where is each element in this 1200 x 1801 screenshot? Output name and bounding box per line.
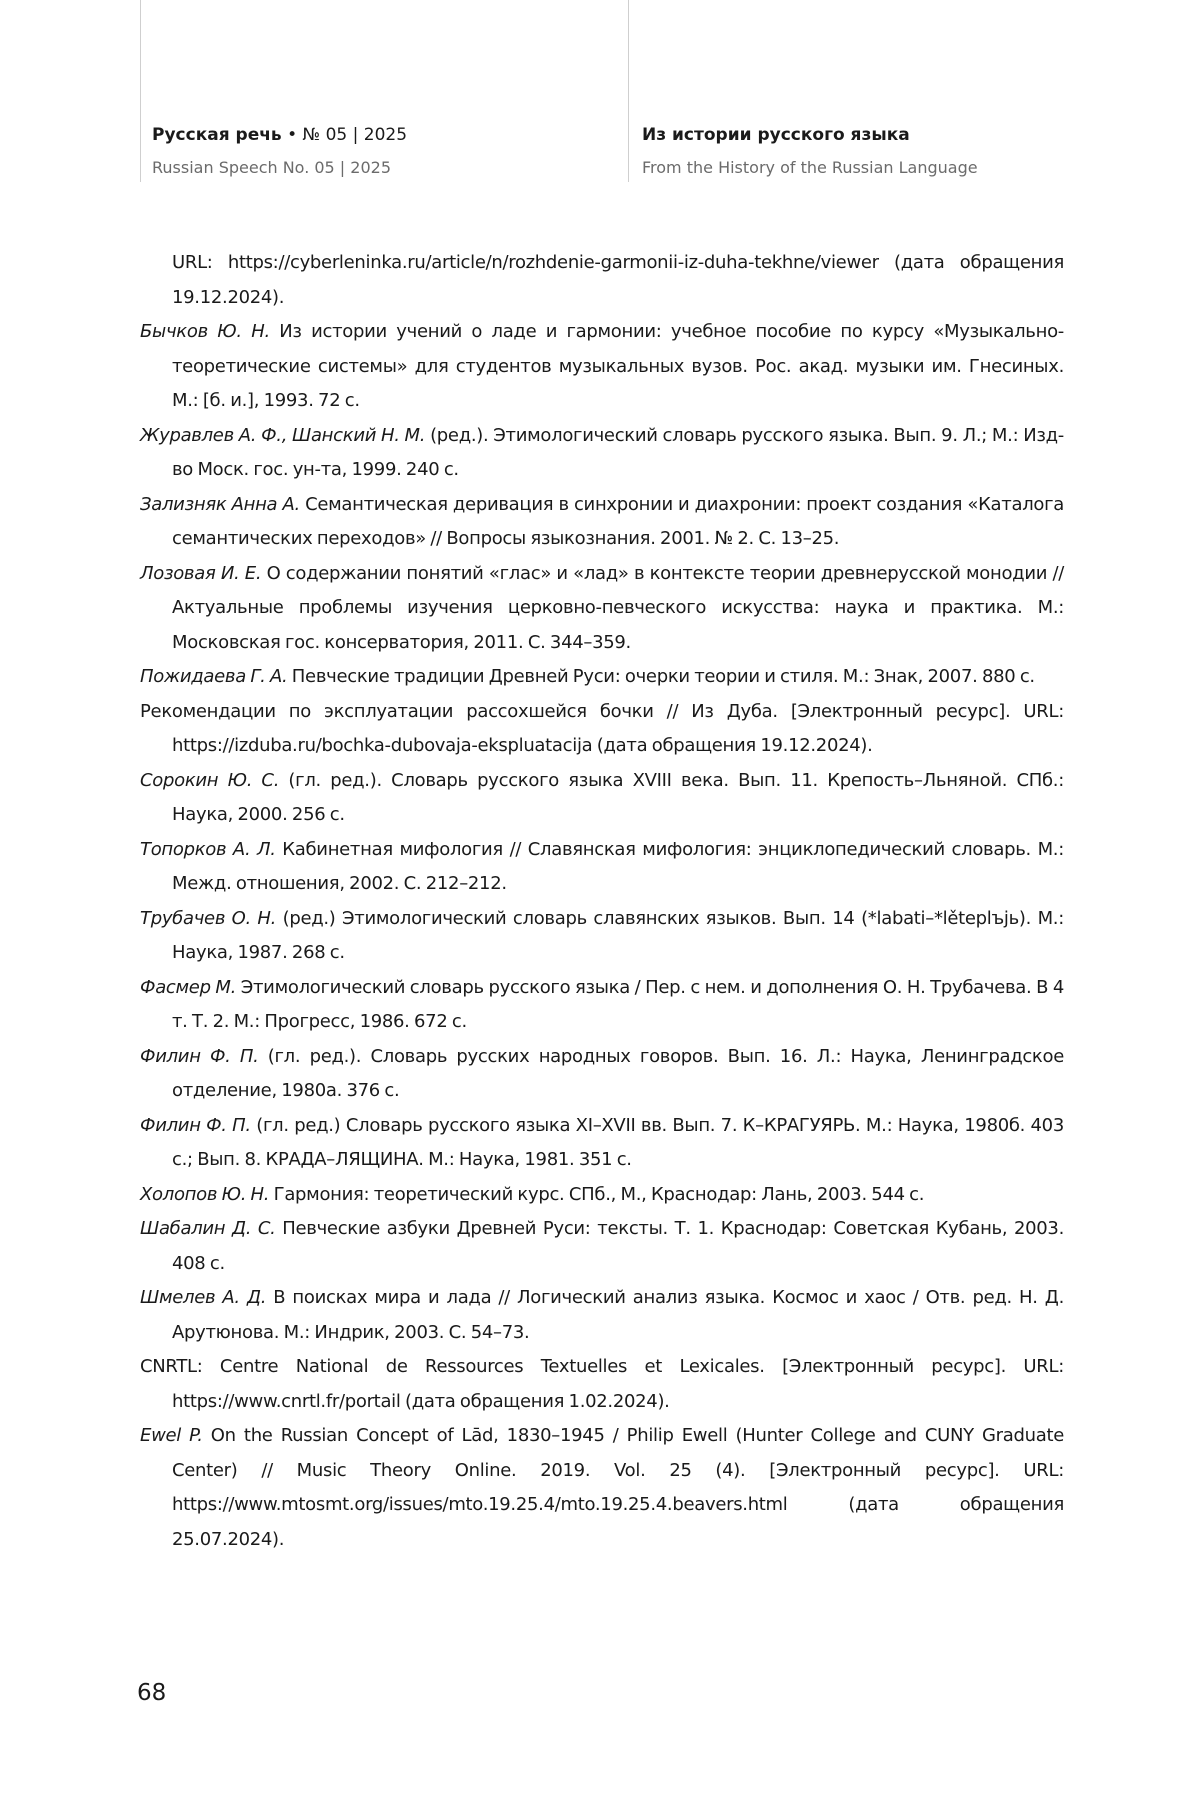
reference-author: Сорокин Ю. С.	[140, 769, 280, 791]
reference-item: Фасмер М. Этимологический словарь русского языка / Пер. с нем. и дополнения О. Н. Трубачева. В 4 т. Т. 2. М.: Прогресс, 1986. 672 с.	[140, 976, 1065, 1032]
header-divider-left	[140, 0, 141, 182]
reference-author: Бычков Ю. Н.	[140, 321, 270, 342]
page-number: 68	[137, 1680, 167, 1706]
reference-item: Бычков Ю. Н. Из истории учений о ладе и гармонии: учебное пособие по курсу «Музыкально-теоретические системы» для студентов музыкальных вузов. Рос. акад. музыки им. Гнесиных. М.: [б. и.], 1993. 72 с.	[140, 321, 1064, 411]
reference-item: Шмелев А. Д. В поисках мира и лада // Логический анализ языка. Космос и хаос / Отв. ред. Н. Д. Арутюнова. М.: Индрик, 2003. С. 54–73.	[140, 1287, 1064, 1343]
reference-item: Ewel P. On the Russian Concept of Lād, 1830–1945 / Philip Ewell (Hunter College and CUNY Graduate Center) // Music Theory Online. 2019. Vol. 25 (4). [Электронный ресурс]. URL: https://www.mtosmt.org/issues/mto.19.25.4/mto.19.25.4.beavers.html (дата обращения 25.07.2024).	[140, 1425, 1065, 1550]
reference-list	[140, 246, 1064, 1557]
reference-author: Журавлев А. Ф., Шанский Н. М.	[140, 424, 426, 446]
journal-title-en: Russian Speech No. 05 | 2025	[152, 158, 391, 177]
reference-author: Филин Ф. П.	[140, 1114, 251, 1136]
journal-issue: • № 05 | 2025	[281, 125, 408, 145]
journal-name: Русская речь	[152, 125, 282, 145]
reference-author: Шабалин Д. С.	[140, 1218, 276, 1239]
reference-item: URL: https://cyberleninka.ru/article/n/rozhdenie-garmonii-iz-duha-tekhne/viewer (дата обращения 19.12.2024).	[172, 252, 1064, 308]
reference-item: Рекомендации по эксплуатации рассохшейся бочки // Из Дуба. [Электронный ресурс]. URL: https://izduba.ru/bochka-dubovaja-ekspluatacija (дата обращения 19.12.2024).	[140, 700, 1064, 756]
reference-item: Пожидаева Г. А. Певческие традиции Древней Руси: очерки теории и стиля. М.: Знак, 2007. 880 с.	[140, 666, 1035, 687]
reference-item: Топорков А. Л. Кабинетная мифология // Славянская мифология: энциклопедический словарь. М.: Межд. отношения, 2002. С. 212–212.	[140, 838, 1064, 894]
reference-author: Шмелев А. Д.	[140, 1287, 267, 1308]
reference-item: Филин Ф. П. (гл. ред.). Словарь русских народных говоров. Вып. 16. Л.: Наука, Ленинградское отделение, 1980а. 376 с.	[140, 1045, 1064, 1101]
reference-author: Ewel P.	[140, 1425, 203, 1446]
reference-author: Топорков А. Л.	[140, 838, 276, 860]
reference-author: Фасмер М.	[140, 976, 237, 998]
reference-item: Зализняк Анна А. Семантическая деривация в синхронии и диахронии: проект создания «Каталога семантических переходов» // Вопросы языкознания. 2001. № 2. С. 13–25.	[140, 493, 1065, 549]
section-title: Из истории русского языка	[642, 125, 910, 145]
reference-item: Сорокин Ю. С. (гл. ред.). Словарь русского языка XVIII века. Вып. 11. Крепость–Льняной. СПб.: Наука, 2000. 256 с.	[140, 769, 1064, 825]
reference-item: Трубачев О. Н. (ред.) Этимологический словарь славянских языков. Вып. 14 (*labati–*lěteplъjь). М.: Наука, 1987. 268 с.	[140, 907, 1064, 963]
reference-item: Лозовая И. Е. О содержании понятий «глас» и «лад» в контексте теории древнерусской монодии // Актуальные проблемы изучения церковно-певческого искусства: наука и практика. М.: Московская гос. консерватория, 2011. С. 344–359.	[140, 562, 1064, 653]
journal-title	[152, 124, 407, 146]
journal-header	[152, 124, 407, 178]
reference-item: Шабалин Д. С. Певческие азбуки Древней Руси: тексты. Т. 1. Краснодар: Советская Кубань, 2003. 408 с.	[140, 1218, 1065, 1274]
header-divider-right	[628, 0, 629, 182]
reference-author: Холопов Ю. Н.	[140, 1183, 270, 1205]
section-title-en: From the History of the Russian Language	[642, 158, 978, 177]
reference-author: Филин Ф. П.	[140, 1045, 259, 1067]
reference-item: Филин Ф. П. (гл. ред.) Словарь русского языка XI–XVII вв. Вып. 7. К–КРАГУЯРЬ. М.: Наука, 1980б. 403 с.; Вып. 8. КРАДА–ЛЯЩИНА. М.: Наука, 1981. 351 с.	[140, 1114, 1064, 1170]
section-header	[642, 124, 978, 178]
reference-author: Трубачев О. Н.	[140, 907, 277, 929]
reference-author: Пожидаева Г. А.	[140, 666, 288, 687]
reference-author: Зализняк Анна А.	[140, 493, 300, 515]
reference-author: Лозовая И. Е.	[140, 562, 262, 584]
reference-item: Холопов Ю. Н. Гармония: теоретический курс. СПб., М., Краснодар: Лань, 2003. 544 с.	[140, 1183, 925, 1205]
reference-item: CNRTL: Centre National de Ressources Textuelles et Lexicales. [Электронный ресурс]. URL: https://www.cnrtl.fr/portail (дата обращения 1.02.2024).	[140, 1356, 1064, 1412]
reference-item: Журавлев А. Ф., Шанский Н. М. (ред.). Этимологический словарь русского языка. Вып. 9. Л.; М.: Изд-во Моск. гос. ун-та, 1999. 240 с.	[140, 424, 1064, 480]
